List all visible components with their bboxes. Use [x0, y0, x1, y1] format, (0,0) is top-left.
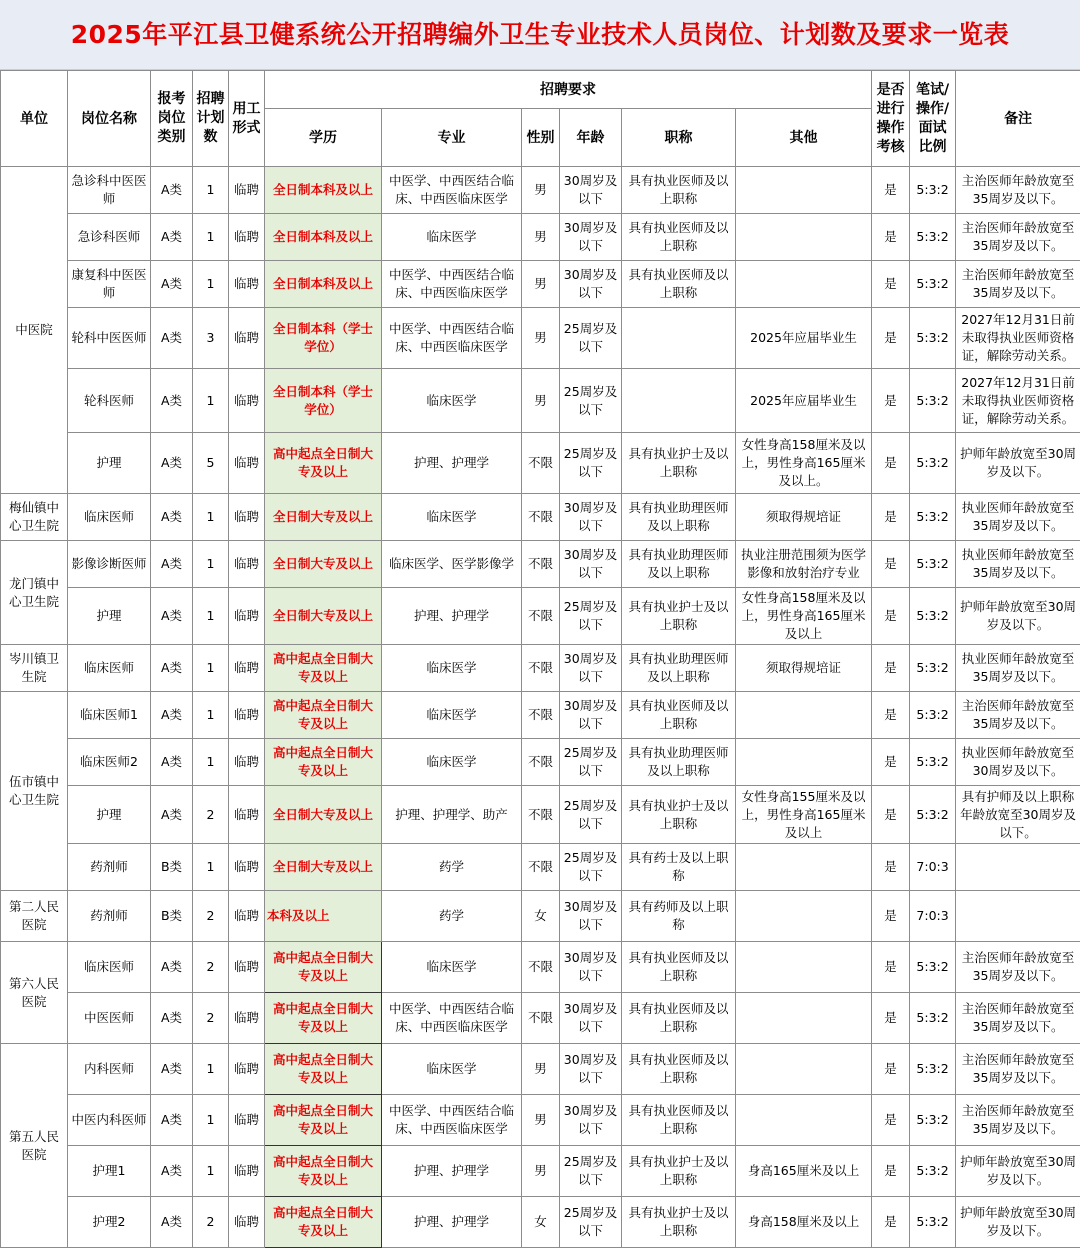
employment-cell: 临聘 — [229, 993, 265, 1044]
header-major: 专业 — [382, 109, 522, 167]
position-cell: 药剂师 — [68, 891, 151, 942]
category-cell: A类 — [151, 645, 193, 692]
position-cell: 护理1 — [68, 1146, 151, 1197]
gender-cell: 不限 — [522, 645, 560, 692]
employment-cell: 临聘 — [229, 1197, 265, 1248]
count-cell: 1 — [193, 494, 229, 541]
other-cell — [736, 1044, 872, 1095]
employment-cell: 临聘 — [229, 786, 265, 844]
category-cell: A类 — [151, 1146, 193, 1197]
operation-cell: 是 — [872, 494, 910, 541]
other-cell — [736, 942, 872, 993]
remark-cell: 2027年12月31日前未取得执业医师资格证，解除劳动关系。 — [956, 308, 1080, 369]
header-gender: 性别 — [522, 109, 560, 167]
unit-cell: 岑川镇卫生院 — [1, 645, 68, 692]
employment-cell: 临聘 — [229, 739, 265, 786]
count-cell: 3 — [193, 308, 229, 369]
gender-cell: 男 — [522, 261, 560, 308]
title-cell: 具有执业护士及以上职称 — [622, 433, 736, 494]
remark-cell: 主治医师年龄放宽至35周岁及以下。 — [956, 692, 1080, 739]
category-cell: A类 — [151, 692, 193, 739]
other-cell: 女性身高155厘米及以上，男性身高165厘米及以上 — [736, 786, 872, 844]
ratio-cell: 5:3:2 — [910, 261, 956, 308]
age-cell: 25周岁及以下 — [560, 739, 622, 786]
major-cell: 中医学、中西医结合临床、中西医临床医学 — [382, 1095, 522, 1146]
count-cell: 2 — [193, 1197, 229, 1248]
remark-cell: 主治医师年龄放宽至35周岁及以下。 — [956, 942, 1080, 993]
ratio-cell: 5:3:2 — [910, 167, 956, 214]
ratio-cell: 5:3:2 — [910, 1044, 956, 1095]
age-cell: 30周岁及以下 — [560, 494, 622, 541]
operation-cell: 是 — [872, 942, 910, 993]
major-cell: 临床医学、医学影像学 — [382, 541, 522, 588]
other-cell: 须取得规培证 — [736, 494, 872, 541]
other-cell — [736, 214, 872, 261]
gender-cell: 不限 — [522, 786, 560, 844]
major-cell: 中医学、中西医结合临床、中西医临床医学 — [382, 261, 522, 308]
gender-cell: 不限 — [522, 433, 560, 494]
ratio-cell: 5:3:2 — [910, 541, 956, 588]
category-cell: A类 — [151, 1197, 193, 1248]
position-cell: 影像诊断医师 — [68, 541, 151, 588]
title-cell: 具有执业医师及以上职称 — [622, 1044, 736, 1095]
major-cell: 中医学、中西医结合临床、中西医临床医学 — [382, 308, 522, 369]
remark-cell: 主治医师年龄放宽至35周岁及以下。 — [956, 1044, 1080, 1095]
education-cell: 全日制本科及以上 — [265, 214, 382, 261]
other-cell: 执业注册范围须为医学影像和放射治疗专业 — [736, 541, 872, 588]
gender-cell: 不限 — [522, 494, 560, 541]
gender-cell: 不限 — [522, 739, 560, 786]
ratio-cell: 5:3:2 — [910, 942, 956, 993]
other-cell — [736, 167, 872, 214]
position-cell: 临床医师 — [68, 494, 151, 541]
education-cell: 高中起点全日制大专及以上 — [265, 942, 382, 993]
position-cell: 护理 — [68, 433, 151, 494]
education-cell: 全日制大专及以上 — [265, 588, 382, 645]
operation-cell: 是 — [872, 433, 910, 494]
major-cell: 中医学、中西医结合临床、中西医临床医学 — [382, 167, 522, 214]
employment-cell: 临聘 — [229, 844, 265, 891]
category-cell: A类 — [151, 494, 193, 541]
age-cell: 30周岁及以下 — [560, 692, 622, 739]
unit-cell: 梅仙镇中心卫生院 — [1, 494, 68, 541]
remark-cell: 主治医师年龄放宽至35周岁及以下。 — [956, 167, 1080, 214]
page-title: 2025年平江县卫健系统公开招聘编外卫生专业技术人员岗位、计划数及要求一览表 — [0, 0, 1080, 70]
employment-cell: 临聘 — [229, 1044, 265, 1095]
count-cell: 1 — [193, 588, 229, 645]
category-cell: A类 — [151, 167, 193, 214]
ratio-cell: 5:3:2 — [910, 645, 956, 692]
operation-cell: 是 — [872, 1095, 910, 1146]
position-cell: 护理 — [68, 786, 151, 844]
title-cell: 具有执业医师及以上职称 — [622, 692, 736, 739]
education-cell: 全日制大专及以上 — [265, 844, 382, 891]
position-cell: 临床医师2 — [68, 739, 151, 786]
major-cell: 药学 — [382, 844, 522, 891]
ratio-cell: 5:3:2 — [910, 692, 956, 739]
education-cell: 高中起点全日制大专及以上 — [265, 1197, 382, 1248]
operation-cell: 是 — [872, 588, 910, 645]
operation-cell: 是 — [872, 1197, 910, 1248]
title-cell — [622, 308, 736, 369]
other-cell: 2025年应届毕业生 — [736, 308, 872, 369]
remark-cell — [956, 844, 1080, 891]
position-cell: 轮科中医医师 — [68, 308, 151, 369]
unit-cell: 伍市镇中心卫生院 — [1, 692, 68, 891]
operation-cell: 是 — [872, 786, 910, 844]
ratio-cell: 5:3:2 — [910, 1197, 956, 1248]
ratio-cell: 5:3:2 — [910, 1146, 956, 1197]
age-cell: 30周岁及以下 — [560, 167, 622, 214]
position-cell: 康复科中医医师 — [68, 261, 151, 308]
category-cell: A类 — [151, 433, 193, 494]
education-cell: 高中起点全日制大专及以上 — [265, 993, 382, 1044]
major-cell: 中医学、中西医结合临床、中西医临床医学 — [382, 993, 522, 1044]
category-cell: B类 — [151, 844, 193, 891]
category-cell: A类 — [151, 261, 193, 308]
category-cell: A类 — [151, 993, 193, 1044]
age-cell: 30周岁及以下 — [560, 645, 622, 692]
other-cell: 2025年应届毕业生 — [736, 369, 872, 433]
gender-cell: 不限 — [522, 588, 560, 645]
category-cell: A类 — [151, 588, 193, 645]
age-cell: 30周岁及以下 — [560, 261, 622, 308]
count-cell: 1 — [193, 1146, 229, 1197]
age-cell: 30周岁及以下 — [560, 541, 622, 588]
education-cell: 全日制大专及以上 — [265, 786, 382, 844]
position-cell: 中医医师 — [68, 993, 151, 1044]
count-cell: 2 — [193, 993, 229, 1044]
major-cell: 临床医学 — [382, 494, 522, 541]
ratio-cell: 5:3:2 — [910, 369, 956, 433]
unit-cell: 中医院 — [1, 167, 68, 494]
category-cell: A类 — [151, 942, 193, 993]
education-cell: 高中起点全日制大专及以上 — [265, 645, 382, 692]
count-cell: 2 — [193, 942, 229, 993]
education-cell: 高中起点全日制大专及以上 — [265, 739, 382, 786]
title-cell: 具有执业医师及以上职称 — [622, 942, 736, 993]
title-cell — [622, 369, 736, 433]
unit-cell: 第二人民医院 — [1, 891, 68, 942]
remark-cell: 主治医师年龄放宽至35周岁及以下。 — [956, 214, 1080, 261]
category-cell: A类 — [151, 739, 193, 786]
gender-cell: 男 — [522, 308, 560, 369]
employment-cell: 临聘 — [229, 541, 265, 588]
education-cell: 高中起点全日制大专及以上 — [265, 1146, 382, 1197]
other-cell — [736, 739, 872, 786]
operation-cell: 是 — [872, 167, 910, 214]
header-other: 其他 — [736, 109, 872, 167]
age-cell: 30周岁及以下 — [560, 891, 622, 942]
position-cell: 急诊科医师 — [68, 214, 151, 261]
age-cell: 25周岁及以下 — [560, 1146, 622, 1197]
count-cell: 2 — [193, 786, 229, 844]
operation-cell: 是 — [872, 308, 910, 369]
remark-cell — [956, 891, 1080, 942]
gender-cell: 不限 — [522, 993, 560, 1044]
major-cell: 临床医学 — [382, 739, 522, 786]
education-cell: 全日制大专及以上 — [265, 494, 382, 541]
category-cell: B类 — [151, 891, 193, 942]
other-cell: 女性身高158厘米及以上，男性身高165厘米及以上 — [736, 588, 872, 645]
operation-cell: 是 — [872, 1146, 910, 1197]
operation-cell: 是 — [872, 645, 910, 692]
position-cell: 临床医师 — [68, 942, 151, 993]
remark-cell: 执业医师年龄放宽至35周岁及以下。 — [956, 645, 1080, 692]
title-cell: 具有药师及以上职称 — [622, 891, 736, 942]
age-cell: 30周岁及以下 — [560, 1095, 622, 1146]
header-title: 职称 — [622, 109, 736, 167]
count-cell: 1 — [193, 739, 229, 786]
header-category: 报考岗位类别 — [151, 71, 193, 167]
count-cell: 1 — [193, 1095, 229, 1146]
other-cell — [736, 1095, 872, 1146]
ratio-cell: 5:3:2 — [910, 494, 956, 541]
other-cell: 须取得规培证 — [736, 645, 872, 692]
major-cell: 临床医学 — [382, 692, 522, 739]
remark-cell: 护师年龄放宽至30周岁及以下。 — [956, 588, 1080, 645]
unit-cell: 第五人民医院 — [1, 1044, 68, 1248]
ratio-cell: 5:3:2 — [910, 588, 956, 645]
employment-cell: 临聘 — [229, 891, 265, 942]
major-cell: 临床医学 — [382, 1044, 522, 1095]
employment-cell: 临聘 — [229, 167, 265, 214]
operation-cell: 是 — [872, 993, 910, 1044]
age-cell: 30周岁及以下 — [560, 993, 622, 1044]
employment-cell: 临聘 — [229, 433, 265, 494]
count-cell: 2 — [193, 891, 229, 942]
education-cell: 全日制本科及以上 — [265, 261, 382, 308]
major-cell: 护理、护理学、助产 — [382, 786, 522, 844]
position-cell: 轮科医师 — [68, 369, 151, 433]
major-cell: 临床医学 — [382, 369, 522, 433]
ratio-cell: 5:3:2 — [910, 993, 956, 1044]
title-cell: 具有执业护士及以上职称 — [622, 588, 736, 645]
ratio-cell: 5:3:2 — [910, 739, 956, 786]
gender-cell: 男 — [522, 369, 560, 433]
header-count: 招聘计划数 — [193, 71, 229, 167]
education-cell: 本科及以上 — [265, 891, 382, 942]
gender-cell: 男 — [522, 1146, 560, 1197]
count-cell: 5 — [193, 433, 229, 494]
employment-cell: 临聘 — [229, 369, 265, 433]
position-cell: 急诊科中医医师 — [68, 167, 151, 214]
age-cell: 25周岁及以下 — [560, 433, 622, 494]
count-cell: 1 — [193, 261, 229, 308]
category-cell: A类 — [151, 1044, 193, 1095]
employment-cell: 临聘 — [229, 588, 265, 645]
position-cell: 护理 — [68, 588, 151, 645]
remark-cell: 护师年龄放宽至30周岁及以下。 — [956, 433, 1080, 494]
employment-cell: 临聘 — [229, 1095, 265, 1146]
ratio-cell: 5:3:2 — [910, 308, 956, 369]
age-cell: 25周岁及以下 — [560, 786, 622, 844]
category-cell: A类 — [151, 1095, 193, 1146]
remark-cell: 主治医师年龄放宽至35周岁及以下。 — [956, 993, 1080, 1044]
ratio-cell: 5:3:2 — [910, 214, 956, 261]
header-remark: 备注 — [956, 71, 1080, 167]
remark-cell: 执业医师年龄放宽至35周岁及以下。 — [956, 494, 1080, 541]
title-cell: 具有药士及以上职称 — [622, 844, 736, 891]
age-cell: 30周岁及以下 — [560, 1044, 622, 1095]
age-cell: 25周岁及以下 — [560, 369, 622, 433]
age-cell: 25周岁及以下 — [560, 1197, 622, 1248]
gender-cell: 不限 — [522, 692, 560, 739]
remark-cell: 护师年龄放宽至30周岁及以下。 — [956, 1146, 1080, 1197]
position-cell: 内科医师 — [68, 1044, 151, 1095]
count-cell: 1 — [193, 692, 229, 739]
education-cell: 高中起点全日制大专及以上 — [265, 1044, 382, 1095]
header-position: 岗位名称 — [68, 71, 151, 167]
category-cell: A类 — [151, 214, 193, 261]
count-cell: 1 — [193, 645, 229, 692]
operation-cell: 是 — [872, 541, 910, 588]
education-cell: 全日制大专及以上 — [265, 541, 382, 588]
employment-cell: 临聘 — [229, 1146, 265, 1197]
ratio-cell: 5:3:2 — [910, 433, 956, 494]
age-cell: 25周岁及以下 — [560, 308, 622, 369]
gender-cell: 不限 — [522, 541, 560, 588]
position-cell: 临床医师1 — [68, 692, 151, 739]
gender-cell: 男 — [522, 1095, 560, 1146]
operation-cell: 是 — [872, 739, 910, 786]
title-cell: 具有执业医师及以上职称 — [622, 261, 736, 308]
remark-cell: 护师年龄放宽至30周岁及以下。 — [956, 1197, 1080, 1248]
title-cell: 具有执业医师及以上职称 — [622, 167, 736, 214]
employment-cell: 临聘 — [229, 261, 265, 308]
header-education: 学历 — [265, 109, 382, 167]
major-cell: 药学 — [382, 891, 522, 942]
remark-cell: 执业医师年龄放宽至30周岁及以下。 — [956, 739, 1080, 786]
unit-cell: 第六人民医院 — [1, 942, 68, 1044]
count-cell: 1 — [193, 167, 229, 214]
remark-cell: 主治医师年龄放宽至35周岁及以下。 — [956, 1095, 1080, 1146]
remark-cell: 具有护师及以上职称年龄放宽至30周岁及以下。 — [956, 786, 1080, 844]
title-cell: 具有执业医师及以上职称 — [622, 214, 736, 261]
count-cell: 1 — [193, 1044, 229, 1095]
header-ratio: 笔试/操作/面试比例 — [910, 71, 956, 167]
position-cell: 中医内科医师 — [68, 1095, 151, 1146]
title-cell: 具有执业助理医师及以上职称 — [622, 541, 736, 588]
position-cell: 药剂师 — [68, 844, 151, 891]
title-cell: 具有执业护士及以上职称 — [622, 786, 736, 844]
major-cell: 临床医学 — [382, 214, 522, 261]
category-cell: A类 — [151, 541, 193, 588]
remark-cell: 2027年12月31日前未取得执业医师资格证，解除劳动关系。 — [956, 369, 1080, 433]
title-cell: 具有执业护士及以上职称 — [622, 1197, 736, 1248]
gender-cell: 女 — [522, 891, 560, 942]
ratio-cell: 5:3:2 — [910, 1095, 956, 1146]
header-operation: 是否进行操作考核 — [872, 71, 910, 167]
major-cell: 护理、护理学 — [382, 1146, 522, 1197]
gender-cell: 不限 — [522, 942, 560, 993]
other-cell — [736, 692, 872, 739]
other-cell — [736, 891, 872, 942]
other-cell — [736, 844, 872, 891]
employment-cell: 临聘 — [229, 494, 265, 541]
category-cell: A类 — [151, 786, 193, 844]
remark-cell: 执业医师年龄放宽至35周岁及以下。 — [956, 541, 1080, 588]
employment-cell: 临聘 — [229, 214, 265, 261]
gender-cell: 女 — [522, 1197, 560, 1248]
header-age: 年龄 — [560, 109, 622, 167]
category-cell: A类 — [151, 369, 193, 433]
other-cell: 女性身高158厘米及以上，男性身高165厘米及以上。 — [736, 433, 872, 494]
operation-cell: 是 — [872, 891, 910, 942]
ratio-cell: 5:3:2 — [910, 786, 956, 844]
operation-cell: 是 — [872, 214, 910, 261]
category-cell: A类 — [151, 308, 193, 369]
operation-cell: 是 — [872, 369, 910, 433]
age-cell: 25周岁及以下 — [560, 588, 622, 645]
title-cell: 具有执业护士及以上职称 — [622, 1146, 736, 1197]
remark-cell: 主治医师年龄放宽至35周岁及以下。 — [956, 261, 1080, 308]
gender-cell: 男 — [522, 214, 560, 261]
title-cell: 具有执业助理医师及以上职称 — [622, 494, 736, 541]
education-cell: 全日制本科及以上 — [265, 167, 382, 214]
ratio-cell: 7:0:3 — [910, 844, 956, 891]
count-cell: 1 — [193, 214, 229, 261]
employment-cell: 临聘 — [229, 308, 265, 369]
employment-cell: 临聘 — [229, 645, 265, 692]
position-cell: 护理2 — [68, 1197, 151, 1248]
count-cell: 1 — [193, 844, 229, 891]
header-requirements: 招聘要求 — [265, 71, 872, 109]
unit-cell: 龙门镇中心卫生院 — [1, 541, 68, 645]
education-cell: 全日制本科（学士学位） — [265, 308, 382, 369]
employment-cell: 临聘 — [229, 942, 265, 993]
title-cell: 具有执业助理医师及以上职称 — [622, 739, 736, 786]
title-cell: 具有执业医师及以上职称 — [622, 1095, 736, 1146]
age-cell: 30周岁及以下 — [560, 942, 622, 993]
other-cell: 身高165厘米及以上 — [736, 1146, 872, 1197]
count-cell: 1 — [193, 541, 229, 588]
header-unit: 单位 — [1, 71, 68, 167]
recruitment-table — [0, 70, 1080, 1248]
employment-cell: 临聘 — [229, 692, 265, 739]
other-cell: 身高158厘米及以上 — [736, 1197, 872, 1248]
education-cell: 高中起点全日制大专及以上 — [265, 692, 382, 739]
other-cell — [736, 261, 872, 308]
other-cell — [736, 993, 872, 1044]
operation-cell: 是 — [872, 261, 910, 308]
gender-cell: 不限 — [522, 844, 560, 891]
major-cell: 临床医学 — [382, 645, 522, 692]
education-cell: 高中起点全日制大专及以上 — [265, 1095, 382, 1146]
operation-cell: 是 — [872, 1044, 910, 1095]
major-cell: 护理、护理学 — [382, 1197, 522, 1248]
position-cell: 临床医师 — [68, 645, 151, 692]
age-cell: 25周岁及以下 — [560, 844, 622, 891]
title-cell: 具有执业医师及以上职称 — [622, 993, 736, 1044]
major-cell: 临床医学 — [382, 942, 522, 993]
title-cell: 具有执业助理医师及以上职称 — [622, 645, 736, 692]
header-employment: 用工形式 — [229, 71, 265, 167]
gender-cell: 男 — [522, 1044, 560, 1095]
age-cell: 30周岁及以下 — [560, 214, 622, 261]
operation-cell: 是 — [872, 844, 910, 891]
education-cell: 全日制本科（学士学位） — [265, 369, 382, 433]
count-cell: 1 — [193, 369, 229, 433]
education-cell: 高中起点全日制大专及以上 — [265, 433, 382, 494]
operation-cell: 是 — [872, 692, 910, 739]
major-cell: 护理、护理学 — [382, 588, 522, 645]
ratio-cell: 7:0:3 — [910, 891, 956, 942]
major-cell: 护理、护理学 — [382, 433, 522, 494]
gender-cell: 男 — [522, 167, 560, 214]
